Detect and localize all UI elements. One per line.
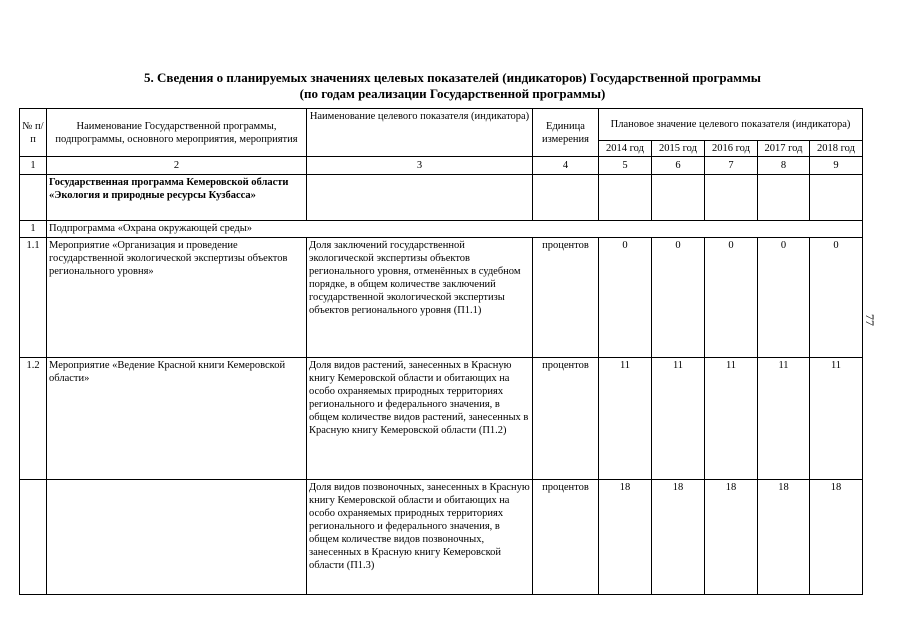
header-indicator: Наименование целевого показателя (индикатора) (307, 109, 533, 157)
indicators-table (19, 108, 863, 595)
header-year: 2014 год (599, 141, 652, 157)
row-value: 18 (810, 480, 863, 595)
row-indicator: Доля видов растений, занесенных в Красную книгу Кемеровской области и обитающих на особо охраняемых природных территориях регионального и федерального значения, в общем количестве видов растений, занесенных в Красную книгу Кемеровской области (П1.2) (307, 358, 533, 480)
row-num: 1.2 (20, 358, 47, 480)
table-row (20, 358, 863, 480)
header-year: 2015 год (652, 141, 705, 157)
header-name: Наименование Государственной программы, подпрограммы, основного мероприятия, мероприятия (47, 109, 307, 157)
subprogram-name: Подпрограмма «Охрана окружающей среды» (47, 221, 863, 238)
subprogram-row (20, 221, 863, 238)
row-value: 0 (652, 238, 705, 358)
row-value: 18 (758, 480, 810, 595)
row-indicator: Доля видов позвоночных, занесенных в Красную книгу Кемеровской области и обитающих на особо охраняемых природных территориях регионального и федерального значения, в общем количестве видов позвоночных, занесенных в Красную книгу Кемеровской области (П1.3) (307, 480, 533, 595)
table-row (20, 238, 863, 358)
header-unit: Единица измерения (533, 109, 599, 157)
row-value: 18 (652, 480, 705, 595)
row-unit: процентов (533, 238, 599, 358)
row-num (20, 480, 47, 595)
row-value: 11 (758, 358, 810, 480)
row-value: 0 (810, 238, 863, 358)
row-name (47, 480, 307, 595)
row-value: 11 (599, 358, 652, 480)
column-number: 2 (47, 157, 307, 175)
row-value: 0 (758, 238, 810, 358)
subprogram-num: 1 (20, 221, 47, 238)
column-number: 3 (307, 157, 533, 175)
column-number: 5 (599, 157, 652, 175)
header-year: 2018 год (810, 141, 863, 157)
row-num: 1.1 (20, 238, 47, 358)
row-name: Мероприятие «Ведение Красной книги Кемеровской области» (47, 358, 307, 480)
column-number: 8 (758, 157, 810, 175)
row-value: 18 (705, 480, 758, 595)
column-number: 7 (705, 157, 758, 175)
program-row (20, 175, 863, 221)
row-unit: процентов (533, 358, 599, 480)
column-number: 1 (20, 157, 47, 175)
header-year: 2016 год (705, 141, 758, 157)
row-unit: процентов (533, 480, 599, 595)
row-value: 18 (599, 480, 652, 595)
row-value: 11 (652, 358, 705, 480)
row-name: Мероприятие «Организация и проведение государственной экологической экспертизы объектов регионального уровня» (47, 238, 307, 358)
program-name: Государственная программа Кемеровской области «Экология и природные ресурсы Кузбасса» (47, 175, 307, 221)
row-value: 0 (705, 238, 758, 358)
column-number: 6 (652, 157, 705, 175)
row-value: 11 (705, 358, 758, 480)
row-indicator: Доля заключений государственной экологической экспертизы объектов регионального уровня, отменённых в судебном порядке, в общем количестве заключений государственной экологической экспертизы объектов регионального уровня (П1.1) (307, 238, 533, 358)
document-title: 5. Сведения о планируемых значениях целевых показателей (индикаторов) Государственной программы (144, 70, 761, 85)
row-value: 11 (810, 358, 863, 480)
document-subtitle: (по годам реализации Государственной программы) (299, 86, 606, 101)
table-row (20, 480, 863, 595)
header-plan: Плановое значение целевого показателя (индикатора) (599, 109, 863, 141)
header-year: 2017 год (758, 141, 810, 157)
page-number: 77 (863, 314, 877, 326)
row-value: 0 (599, 238, 652, 358)
column-number: 9 (810, 157, 863, 175)
column-number: 4 (533, 157, 599, 175)
header-num: № п/п (20, 109, 47, 157)
